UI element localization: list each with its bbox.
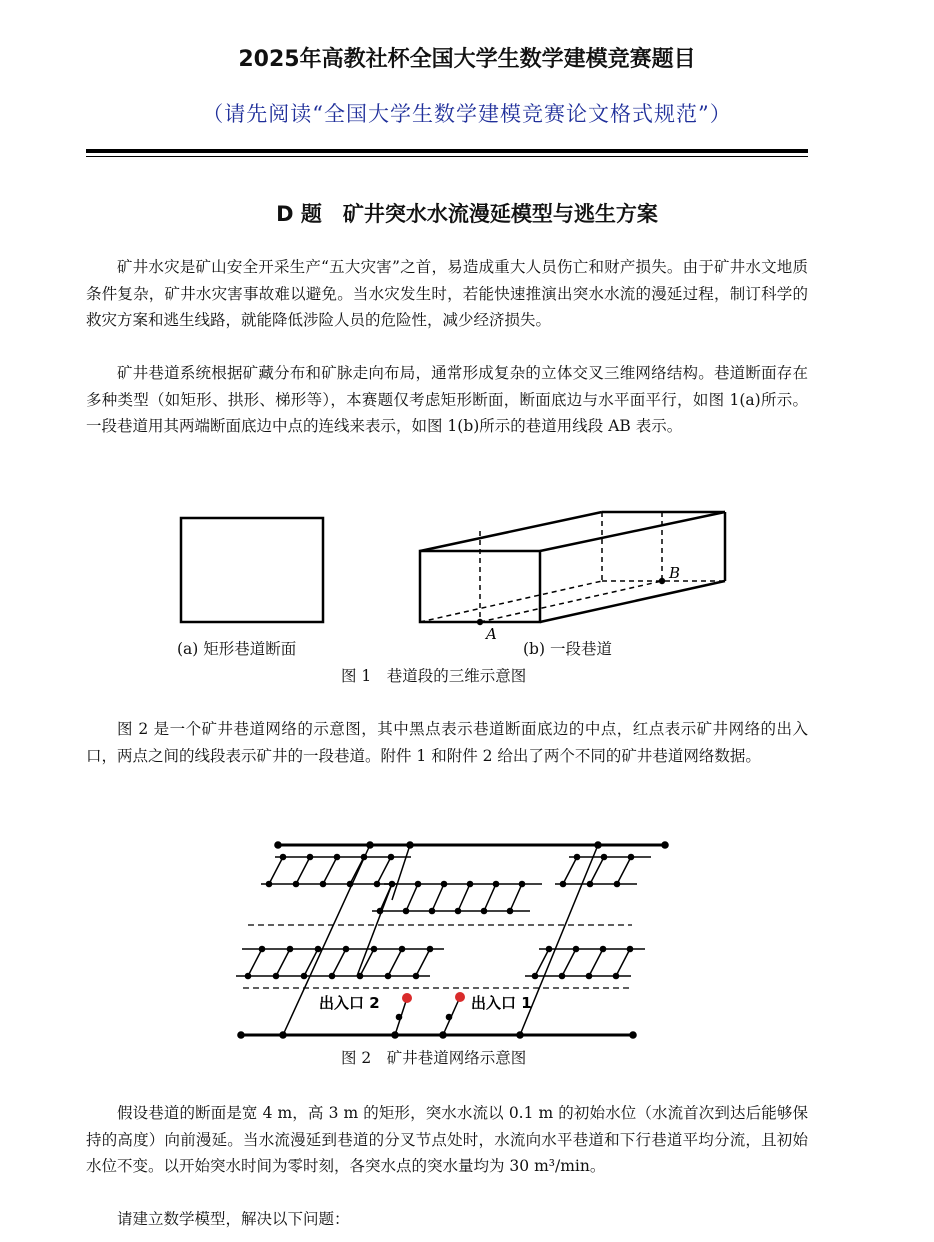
- tunnel-segment: [248, 949, 262, 976]
- tunnel-segment: [616, 949, 630, 976]
- node-dot: [661, 841, 669, 849]
- tunnel-segment: [296, 857, 310, 884]
- node-dot: [573, 946, 580, 953]
- node-dot: [559, 973, 566, 980]
- node-dot: [406, 841, 414, 849]
- node-dot: [574, 854, 581, 861]
- node-dot: [427, 946, 434, 953]
- figure-1b-label: (b) 一段巷道: [523, 640, 612, 658]
- rectangular-section: [181, 518, 323, 622]
- node-dot: [429, 908, 436, 915]
- node-dot: [594, 841, 602, 849]
- node-dot: [388, 854, 395, 861]
- node-dot: [399, 946, 406, 953]
- node-dot: [600, 946, 607, 953]
- paragraph-5: 请建立数学模型，解决以下问题：: [117, 1210, 350, 1228]
- tunnel-segment: [416, 949, 430, 976]
- node-dot: [279, 1031, 287, 1039]
- exit-1-label: 出入口 1: [471, 994, 532, 1012]
- point-b: [659, 578, 665, 584]
- node-dot: [413, 973, 420, 980]
- node-dot: [293, 881, 300, 888]
- node-dot: [532, 973, 539, 980]
- tunnel-segment: [276, 949, 290, 976]
- node-dot: [560, 881, 567, 888]
- node-dot: [446, 1014, 453, 1021]
- node-dot: [403, 908, 410, 915]
- node-dot: [274, 841, 282, 849]
- contest-title: 2025年高教社杯全国大学生数学建模竞赛题目: [238, 47, 696, 72]
- node-dot: [347, 881, 354, 888]
- contest-subtitle: （请先阅读“全国大学生数学建模竞赛论文格式规范”）: [202, 102, 732, 126]
- node-dot: [629, 1031, 637, 1039]
- paragraph-1: 矿井水灾是矿山安全开采生产“五大灾害”之首，易造成重大人员伤亡和财产损失。由于矿井水文地质条件复杂，矿井水灾害事故难以避免。当水灾发生时，若能快速推演出突水水流的漫延过程，制订科学的救灾方案和逃生线路，就能降低涉险人员的危险性，减少经济损失。: [86, 258, 808, 329]
- tunnel-segment: [562, 949, 576, 976]
- tunnel-segment: [617, 857, 631, 884]
- node-dot: [396, 1014, 403, 1021]
- tunnel-segment: [388, 949, 402, 976]
- figure-1a-label: (a) 矩形巷道断面: [177, 640, 297, 658]
- tunnel-segment: [589, 949, 603, 976]
- paragraph-3: 图 2 是一个矿井巷道网络的示意图，其中黑点表示巷道断面底边的中点，红点表示矿井网络的出入口，两点之间的线段表示矿井的一段巷道。附件 1 和附件 2 给出了两个不同的矿井巷道网络数据。: [86, 720, 809, 765]
- node-dot: [334, 854, 341, 861]
- diagonal-tunnel: [357, 884, 392, 976]
- node-dot: [266, 881, 273, 888]
- tunnel-segment: [458, 884, 470, 911]
- header-rule-thick: [86, 149, 808, 153]
- node-dot: [467, 881, 474, 888]
- node-dot: [516, 1031, 524, 1039]
- figure-2: [236, 838, 676, 1048]
- point-b-label: B: [669, 564, 681, 582]
- point-a: [477, 619, 483, 625]
- header-rule-thin: [86, 156, 808, 157]
- node-dot: [366, 841, 374, 849]
- node-dot: [329, 973, 336, 980]
- node-dot: [493, 881, 500, 888]
- tunnel-segment: [332, 949, 346, 976]
- node-dot: [519, 881, 526, 888]
- node-dot: [315, 946, 322, 953]
- node-dot: [273, 973, 280, 980]
- node-dot: [613, 973, 620, 980]
- node-dot: [371, 946, 378, 953]
- node-dot: [357, 973, 364, 980]
- node-dot: [343, 946, 350, 953]
- node-dot: [389, 881, 396, 888]
- node-dot: [586, 973, 593, 980]
- node-dot: [601, 854, 608, 861]
- diagonal-tunnel: [392, 845, 410, 900]
- exit-1-dot: [455, 992, 465, 1002]
- node-dot: [301, 973, 308, 980]
- tunnel-segment: [377, 857, 391, 884]
- node-dot: [627, 946, 634, 953]
- node-dot: [546, 946, 553, 953]
- figure-1-caption: 图 1 巷道段的三维示意图: [341, 667, 527, 685]
- node-dot: [259, 946, 266, 953]
- node-dot: [439, 1031, 447, 1039]
- node-dot: [287, 946, 294, 953]
- node-dot: [481, 908, 488, 915]
- tunnel-segment: [323, 857, 337, 884]
- node-dot: [361, 854, 368, 861]
- figure-2-caption: 图 2 矿井巷道网络示意图: [341, 1049, 527, 1067]
- paragraph-4: 假设巷道的断面是宽 4 m，高 3 m 的矩形，突水水流以 0.1 m 的初始水位（水流首次到达后能够保持的高度）向前漫延。当水流漫延到巷道的分叉节点处时，水流向水平巷道和下行巷道平均分流，且初始水位不变。以开始突水时间为零时刻，各突水点的突水量均为 30 m³/min。: [86, 1104, 808, 1175]
- node-dot: [614, 881, 621, 888]
- tunnel-segment: [535, 949, 549, 976]
- exit-2-label: 出入口 2: [319, 994, 380, 1012]
- node-dot: [245, 973, 252, 980]
- node-dot: [280, 854, 287, 861]
- node-dot: [391, 1031, 399, 1039]
- node-dot: [307, 854, 314, 861]
- node-dot: [385, 973, 392, 980]
- node-dot: [455, 908, 462, 915]
- node-dot: [320, 881, 327, 888]
- diagonal-tunnel: [520, 845, 598, 1035]
- node-dot: [415, 881, 422, 888]
- node-dot: [377, 908, 384, 915]
- problem-title: D 题 矿井突水水流漫延模型与逃生方案: [276, 202, 658, 226]
- node-dot: [507, 908, 514, 915]
- tunnel-segment: [563, 857, 577, 884]
- point-a-label: A: [486, 625, 497, 643]
- node-dot: [374, 881, 381, 888]
- tunnel-segment: [484, 884, 496, 911]
- exit-2-dot: [402, 993, 412, 1003]
- paragraph-2: 矿井巷道系统根据矿藏分布和矿脉走向布局，通常形成复杂的立体交叉三维网络结构。巷道断面存在多种类型（如矩形、拱形、梯形等），本赛题仅考虑矩形断面，断面底边与水平面平行，如图 1(a)所示。一段巷道用其两端断面底边中点的连线来表示，如图 1(b)所示的巷道用线段 AB 表示。: [86, 364, 808, 435]
- node-dot: [628, 854, 635, 861]
- node-dot: [587, 881, 594, 888]
- tunnel-segment: [510, 884, 522, 911]
- figure-1: [170, 505, 740, 655]
- tunnel-segment: [269, 857, 283, 884]
- tunnel-segment: [432, 884, 444, 911]
- node-dot: [237, 1031, 245, 1039]
- node-dot: [441, 881, 448, 888]
- tunnel-segment: [406, 884, 418, 911]
